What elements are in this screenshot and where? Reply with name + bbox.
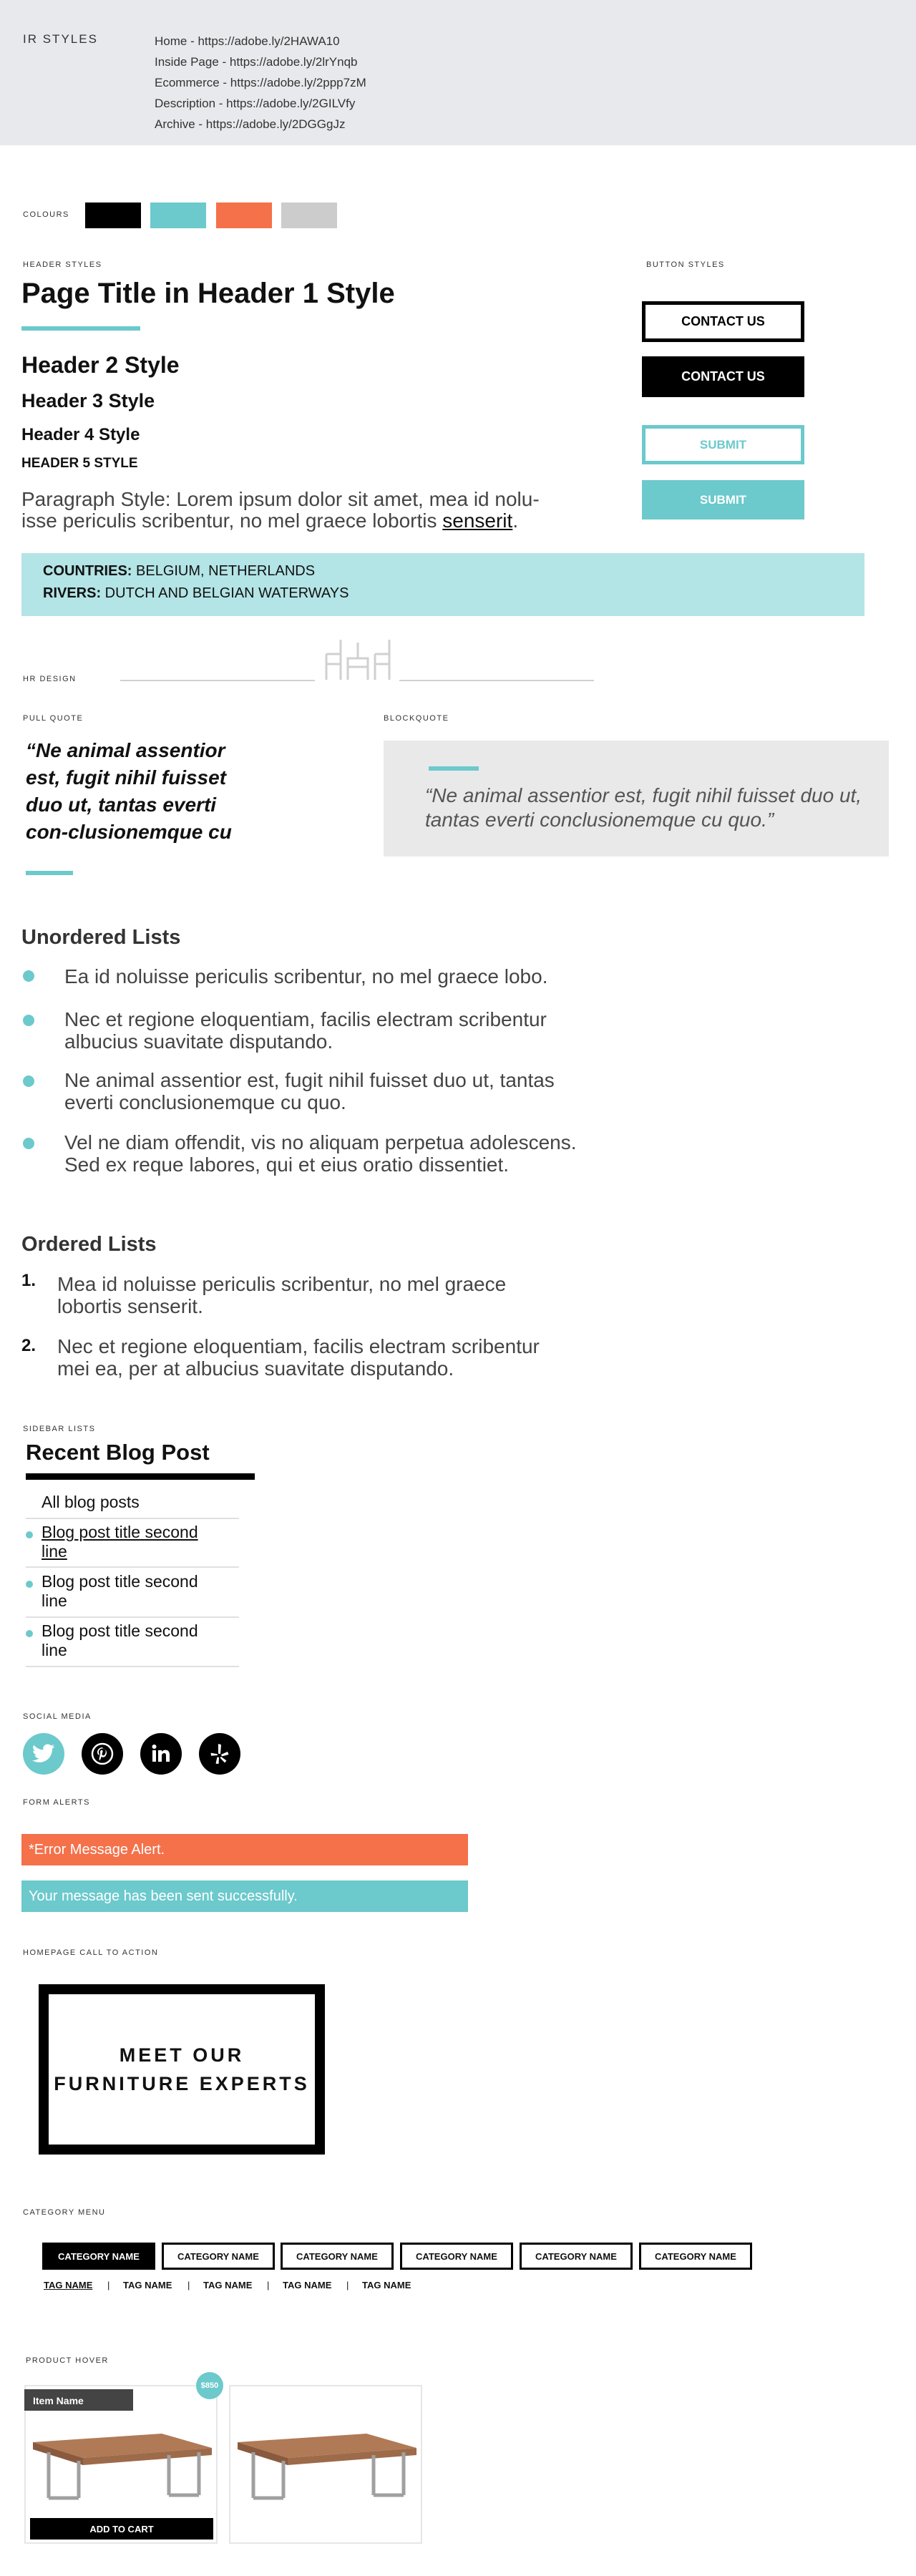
- pull-quote-underline: [26, 871, 73, 875]
- sidebar-divider: [26, 1518, 239, 1519]
- sidebar-bullet: [26, 1581, 33, 1588]
- bullet-dot: [23, 1015, 34, 1026]
- tag-link[interactable]: TAG NAME: [123, 2280, 172, 2290]
- ordered-number: 2.: [21, 1336, 36, 1355]
- hr-line-left: [120, 680, 315, 681]
- product-card-hover[interactable]: [24, 2385, 218, 2544]
- blockquote-label: BLOCKQUOTE: [384, 714, 449, 723]
- tag-link[interactable]: TAG NAME: [44, 2280, 93, 2290]
- bullet-dot: [23, 970, 34, 982]
- add-to-cart-button[interactable]: ADD TO CART: [30, 2518, 213, 2540]
- link-home[interactable]: Home - https://adobe.ly/2HAWA10: [155, 34, 340, 48]
- sidebar-divider: [26, 1616, 239, 1618]
- header-styles-label: HEADER STYLES: [23, 260, 102, 269]
- button-styles-label: BUTTON STYLES: [646, 260, 725, 269]
- brand-title: IR STYLES: [23, 32, 98, 46]
- colours-label: COLOURS: [23, 210, 69, 219]
- sidebar-post-link[interactable]: Blog post title second line: [42, 1621, 198, 1659]
- info-box: [21, 553, 864, 616]
- category-tab[interactable]: CATEGORY NAME: [639, 2243, 752, 2270]
- success-alert: Your message has been sent successfully.: [21, 1880, 468, 1912]
- pinterest-icon[interactable]: [82, 1733, 123, 1775]
- pull-quote-text: “Ne animal assentior est, fugit nihil fuisset duo ut, tantas everti con-clusionemque cu: [26, 739, 232, 843]
- product-hover-label: PRODUCT HOVER: [26, 2356, 109, 2365]
- category-tab[interactable]: CATEGORY NAME: [520, 2243, 633, 2270]
- tag-link[interactable]: TAG NAME: [203, 2280, 253, 2290]
- info-countries-value: BELGIUM, NETHERLANDS: [132, 563, 316, 579]
- ordered-list-title: Ordered Lists: [21, 1233, 157, 1256]
- header-3-sample: Header 3 Style: [21, 390, 155, 411]
- sidebar-divider: [26, 1566, 239, 1568]
- info-row-rivers: [43, 585, 349, 602]
- social-media-label: SOCIAL MEDIA: [23, 1712, 92, 1721]
- swatch-black: [85, 203, 141, 228]
- list-item: Mea id noluisse periculis scribentur, no mel graece lobortis senserit.: [57, 1273, 507, 1317]
- yelp-icon[interactable]: [199, 1733, 240, 1775]
- paragraph-sample: [21, 489, 565, 532]
- link-archive[interactable]: Archive - https://adobe.ly/2DGGgJz: [155, 117, 346, 131]
- sidebar-bullet: [26, 1630, 33, 1637]
- blockquote-box: [384, 741, 889, 857]
- link-inside-page[interactable]: Inside Page - https://adobe.ly/2lrYnqb: [155, 55, 358, 69]
- chair-icon: [322, 638, 394, 683]
- category-menu-label: CATEGORY MENU: [23, 2208, 106, 2217]
- submit-solid-button[interactable]: SUBMIT: [642, 480, 804, 519]
- page-links: [155, 31, 366, 135]
- twitter-icon[interactable]: [23, 1733, 64, 1775]
- category-tab[interactable]: CATEGORY NAME: [400, 2243, 513, 2270]
- error-alert: *Error Message Alert.: [21, 1834, 468, 1865]
- title-underline: [21, 326, 140, 331]
- blockquote-text: “Ne animal assentior est, fugit nihil fuisset duo ut, tantas everti conclusionemque cu quo.”: [425, 784, 862, 831]
- swatch-orange: [216, 203, 272, 228]
- bullet-dot: [23, 1075, 34, 1087]
- submit-outline-button[interactable]: SUBMIT: [642, 425, 804, 464]
- contact-us-solid-button[interactable]: CONTACT US: [642, 356, 804, 397]
- swatch-teal: [150, 203, 206, 228]
- category-tab[interactable]: CATEGORY NAME: [42, 2243, 155, 2270]
- cta-text: [54, 2041, 310, 2098]
- ordered-number: 1.: [21, 1271, 36, 1290]
- sidebar-divider: [26, 1666, 239, 1667]
- hr-line-right: [399, 680, 594, 681]
- bullet-dot: [23, 1138, 34, 1149]
- tag-link[interactable]: TAG NAME: [362, 2280, 411, 2290]
- sidebar-lists-label: SIDEBAR LISTS: [23, 1425, 96, 1433]
- cta-line-2: FURNITURE EXPERTS: [54, 2073, 310, 2094]
- info-rivers-value: DUTCH AND BELGIAN WATERWAYS: [101, 585, 349, 601]
- sidebar-post-link[interactable]: Blog post title second line: [42, 1572, 198, 1610]
- category-tab[interactable]: CATEGORY NAME: [162, 2243, 275, 2270]
- paragraph-end: .: [512, 509, 519, 532]
- header-1-sample: Page Title in Header 1 Style: [21, 278, 395, 309]
- tag-separator: |: [346, 2280, 349, 2290]
- link-ecommerce[interactable]: Ecommerce - https://adobe.ly/2ppp7zM: [155, 76, 366, 89]
- header-5-sample: HEADER 5 STYLE: [21, 456, 138, 471]
- item-name-tag: Item Name: [24, 2389, 133, 2411]
- swatch-grey: [281, 203, 337, 228]
- form-alerts-label: FORM ALERTS: [23, 1798, 90, 1807]
- tag-separator: |: [107, 2280, 110, 2290]
- sidebar-post-link[interactable]: Blog post title second line: [42, 1523, 198, 1561]
- info-rivers-label: RIVERS:: [43, 585, 102, 601]
- list-item: Ea id noluisse periculis scribentur, no mel graece lobo.: [64, 965, 548, 987]
- sidebar-bullet: [26, 1531, 33, 1538]
- product-card[interactable]: [229, 2385, 422, 2544]
- list-item: Nec et regione eloquentiam, facilis electram scribentur mei ea, per at albucius suavitate disputando.: [57, 1335, 540, 1380]
- category-tab[interactable]: CATEGORY NAME: [281, 2243, 394, 2270]
- table-image: [233, 2421, 421, 2507]
- list-item: Nec et regione eloquentiam, facilis electram scribentur albucius suavitate disputando.: [64, 1008, 547, 1053]
- sidebar-all-posts[interactable]: All blog posts: [42, 1493, 140, 1511]
- tag-separator: |: [187, 2280, 190, 2290]
- cta-label: HOMEPAGE CALL TO ACTION: [23, 1948, 159, 1957]
- hr-design-label: HR DESIGN: [23, 675, 77, 683]
- info-countries-label: COUNTRIES:: [43, 563, 132, 579]
- link-description[interactable]: Description - https://adobe.ly/2GILVfy: [155, 97, 356, 110]
- cta-box[interactable]: [39, 1984, 325, 2155]
- paragraph-link[interactable]: senserit: [442, 509, 513, 532]
- linkedin-icon[interactable]: [140, 1733, 182, 1775]
- cta-line-1: MEET OUR: [119, 2044, 245, 2066]
- sidebar-title: Recent Blog Post: [26, 1440, 210, 1465]
- info-row-countries: [43, 563, 315, 580]
- top-bar: [0, 0, 916, 145]
- contact-us-outline-button[interactable]: CONTACT US: [642, 301, 804, 342]
- list-item: Vel ne diam offendit, vis no aliquam perpetua adolescens. Sed ex reque labores, qui et eius oratio dissentiet.: [64, 1131, 577, 1176]
- list-item: Ne animal assentior est, fugit nihil fuisset duo ut, tantas everti conclusionemque cu quo.: [64, 1069, 555, 1113]
- blockquote-accent: [429, 766, 479, 771]
- header-4-sample: Header 4 Style: [21, 425, 140, 444]
- pull-quote-label: PULL QUOTE: [23, 714, 84, 723]
- unordered-list-title: Unordered Lists: [21, 926, 181, 949]
- header-2-sample: Header 2 Style: [21, 352, 180, 378]
- paragraph-text: Paragraph Style: Lorem ipsum dolor sit amet, mea id nolu-isse periculis scribentur, no mel graece lobortis: [21, 488, 540, 532]
- table-image: [29, 2421, 216, 2507]
- tag-separator: |: [267, 2280, 270, 2290]
- sidebar-title-rule: [26, 1473, 255, 1480]
- tag-link[interactable]: TAG NAME: [283, 2280, 332, 2290]
- price-badge: $850: [196, 2372, 223, 2399]
